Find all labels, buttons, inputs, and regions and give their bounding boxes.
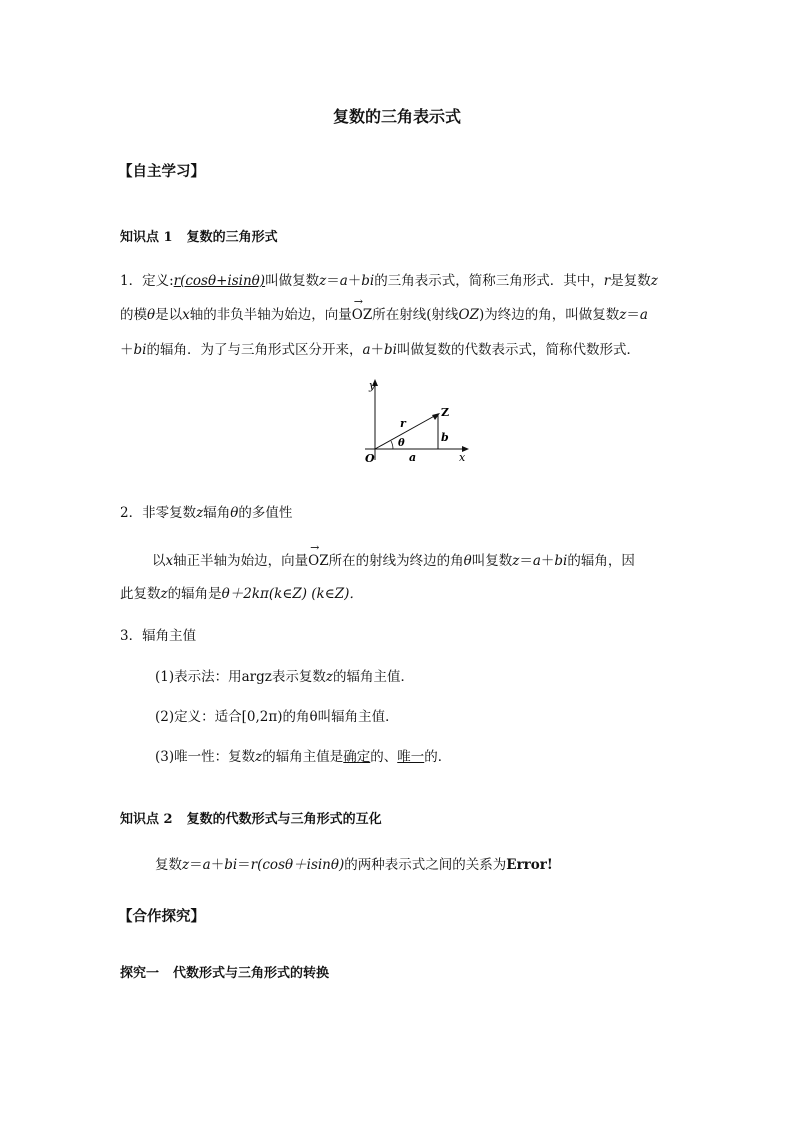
conversion-relation [155, 855, 553, 875]
text: ＝ [326, 273, 340, 289]
text: 的三角表示式，简称三角形式．其中， [374, 273, 604, 289]
text: 的两种表示式之间的关系为 [344, 857, 507, 873]
argument-formula: θ＋2kπ(k∈Z) (k∈Z)． [221, 586, 363, 602]
a-label: a [409, 451, 417, 464]
item-2-heading [120, 503, 292, 523]
x-label: x [459, 451, 466, 464]
definition-line-3 [120, 340, 640, 360]
item-2-line-1 [152, 551, 635, 571]
text: ＝ [626, 307, 640, 323]
text: ＋ [347, 273, 362, 289]
section-heading-cooperative: 【合作探究】 [118, 908, 205, 925]
b-label: b [441, 431, 449, 444]
var-a: a [202, 857, 211, 873]
text: ＝ [189, 857, 203, 873]
item-3-heading: 3．辐角主值 [120, 628, 197, 644]
var-z: z [325, 669, 334, 685]
text: (1)表示法：用 [155, 669, 242, 685]
error-field: Error! [506, 857, 553, 873]
text: 的、 [370, 749, 398, 765]
var-z: z [650, 273, 658, 289]
y-label: y [369, 379, 376, 392]
text: 叫做复数 [265, 273, 320, 289]
text: 的辐角主值． [333, 669, 415, 685]
text: 轴的非负半轴为始边，向量 [189, 307, 352, 323]
var-z: z [319, 273, 327, 289]
definition-line-1 [120, 271, 658, 291]
trig-formula: r(cosθ＋isinθ) [250, 857, 345, 873]
text: 以 [152, 553, 166, 569]
var-bi: bi [133, 342, 147, 358]
text: 表示复数 [271, 669, 326, 685]
text: 是以 [155, 307, 183, 323]
var-a: a [339, 273, 348, 289]
kp1-label: 知识点 1 [120, 230, 173, 245]
text: 复数 [155, 857, 182, 873]
var-z: z [160, 586, 168, 602]
origin-label: O [365, 452, 375, 465]
text: 的模 [120, 307, 147, 323]
text: 所在射线(射线 [372, 307, 459, 323]
text: 辐角 [203, 505, 231, 521]
var-bi: bi [384, 342, 397, 358]
vector-oz: → OZ [308, 551, 328, 571]
var-bi: bi [554, 553, 568, 569]
text: 的辐角，因 [567, 553, 635, 569]
var-theta: θ [147, 307, 156, 323]
knowledge-point-2-heading [120, 808, 382, 827]
text: 叫复数 [471, 553, 513, 569]
text: ＋ [370, 342, 385, 358]
text: ＝ [519, 553, 533, 569]
var-z: z [619, 307, 627, 323]
kp2-title: 复数的代数形式与三角形式的互化 [186, 812, 382, 827]
point-z-label: Z [441, 406, 450, 419]
var-a: a [362, 342, 371, 358]
vector-oz: → OZ [352, 305, 372, 325]
text: ＝ [237, 857, 251, 873]
text: ＋ [540, 553, 555, 569]
explore1-label: 探究一 [120, 966, 160, 981]
var-a: a [639, 307, 648, 323]
var-z: z [255, 749, 263, 765]
var-r: r [603, 273, 611, 289]
var-x: x [182, 307, 190, 323]
text: 的． [424, 749, 452, 765]
text: )为终边的角，叫做复数 [478, 307, 620, 323]
item-3-sub-1 [155, 667, 414, 687]
text: ＋ [120, 342, 134, 358]
text: 的辐角主值是 [262, 749, 344, 765]
var-theta: θ [463, 553, 472, 569]
text: 2．非零复数 [120, 505, 197, 521]
kp1-title: 复数的三角形式 [186, 230, 278, 245]
text: 的多值性 [238, 505, 293, 521]
text: 叫做复数的代数表示式，简称代数形式． [397, 342, 640, 358]
var-z: z [196, 505, 204, 521]
var-bi: bi [224, 857, 238, 873]
var-a: a [532, 553, 541, 569]
text: 的辐角．为了与三角形式区分开来， [146, 342, 363, 358]
var-x: x [165, 553, 174, 569]
complex-plane-diagram [360, 375, 480, 470]
text: ＋ [210, 857, 225, 873]
r-label: r [400, 417, 406, 430]
var-bi: bi [361, 273, 375, 289]
explore-1-heading [120, 962, 329, 981]
definition-line-2 [120, 305, 648, 325]
angle-arc [391, 441, 393, 449]
underlined-text: 唯一 [397, 749, 425, 765]
text: 此复数 [120, 586, 161, 602]
section-heading-self-study: 【自主学习】 [118, 163, 205, 180]
item-3-sub-3 [155, 747, 451, 767]
text: 是复数 [610, 273, 651, 289]
item-2-line-2 [120, 584, 363, 604]
item-3-sub-2: (2)定义：适合[0,2π)的角θ叫辐角主值． [155, 709, 399, 725]
explore1-title: 代数形式与三角形式的转换 [173, 966, 330, 981]
knowledge-point-1-heading [120, 226, 278, 245]
ray-oz: OZ [458, 307, 479, 323]
text: (3)唯一性：复数 [155, 749, 256, 765]
text: 的辐角是 [167, 586, 222, 602]
page-title: 复数的三角表示式 [332, 107, 461, 126]
kp2-label: 知识点 2 [120, 812, 173, 827]
var-z: z [182, 857, 190, 873]
item-number: 1．定义: [120, 273, 174, 289]
text: 所在的射线为终边的角 [328, 553, 464, 569]
text: 轴正半轴为始边，向量 [173, 553, 309, 569]
vector-arrow-icon [432, 413, 440, 420]
var-z: z [512, 553, 520, 569]
theta-label: θ [398, 438, 405, 449]
trig-formula: r(cosθ+isinθ) [173, 273, 266, 289]
vector-oz-line [375, 414, 438, 449]
arg-z: argz [241, 669, 272, 685]
var-theta: θ [230, 505, 239, 521]
underlined-text: 确定 [343, 749, 371, 765]
